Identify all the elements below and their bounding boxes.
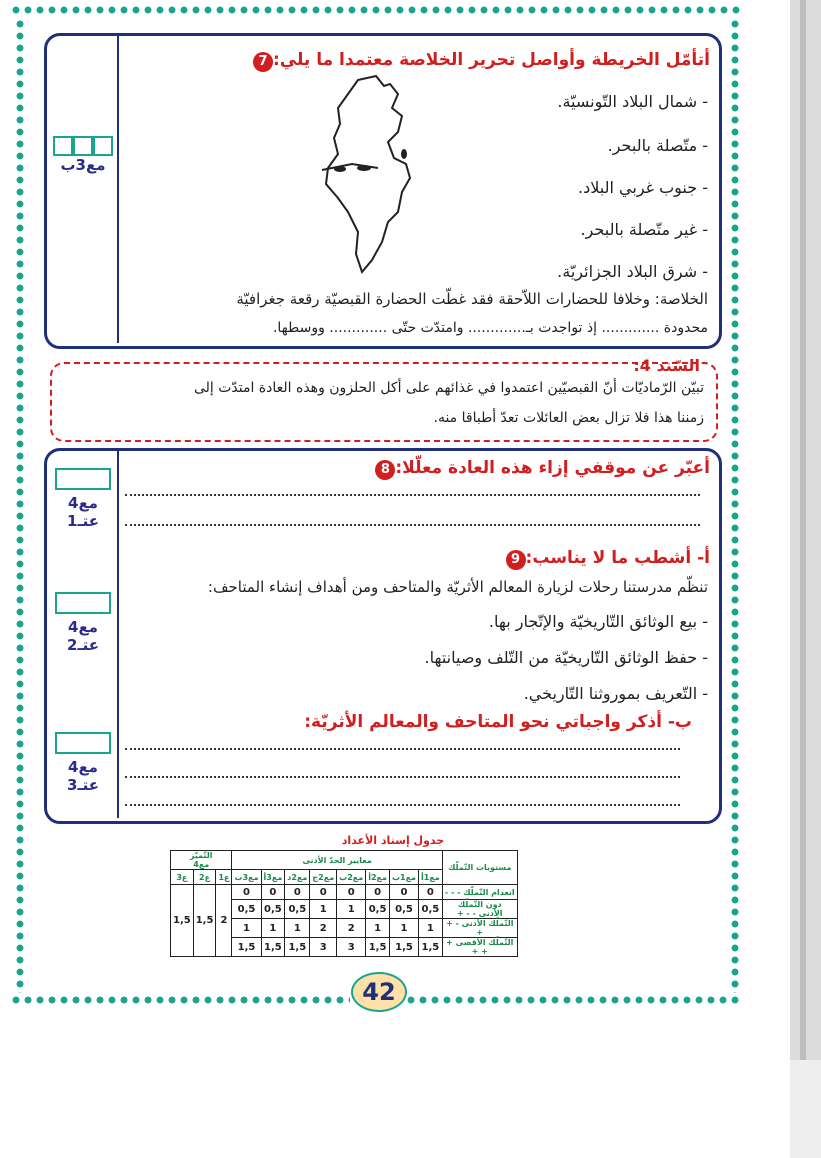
grading-cell: 0: [285, 885, 310, 900]
grading-cell: 3: [337, 938, 366, 957]
grading-cell: 1,5: [366, 938, 390, 957]
grading-col-excellence-group: مع4: [193, 860, 210, 869]
grading-col-levels: مستويات التّملّك: [442, 851, 517, 885]
grading-cell: 2: [310, 919, 337, 938]
grading-cell: 1,5: [261, 938, 285, 957]
q9b-title: ب- أذكر واجباتي نحو المتاحف والمعالم الأثريّة:: [304, 712, 692, 732]
grading-row-label: انعدام التّملّك - - -: [442, 885, 517, 900]
grading-cell: 1: [337, 900, 366, 919]
grading-cell: 1: [310, 900, 337, 919]
q7-summary[interactable]: الخلاصة: وخلافا للحضارات اللاّحقة فقد غطّت الحضارة القبصيّة رقعة جغرافيّة: [236, 290, 708, 308]
page-number-badge: 42: [351, 972, 407, 1012]
grading-cell: 1: [232, 919, 261, 938]
q9-intro: تنظّم مدرستنا رحلات لزيارة المعالم الأثريّة والمتاحف ومن أهداف إنشاء المتاحف:: [207, 578, 708, 596]
source-4-text-line2: زمننا هذا فلا تزال بعض العائلات تعدّ أطباقا منه.: [433, 410, 704, 426]
q7-number-badge: 7: [253, 52, 273, 72]
q9a-criterion-b: عتـ2: [67, 636, 99, 654]
grading-cell: 1: [261, 919, 285, 938]
grading-table-wrap: [170, 850, 518, 957]
left-dot-border: [15, 18, 25, 993]
grading-cell: 1,5: [232, 938, 261, 957]
q9-option[interactable]: - بيع الوثائق التّاريخيّة والإتّجار بها.: [488, 612, 708, 631]
q7-criteria: [50, 136, 116, 174]
grading-table-title: جدول إسناد الأعداد: [341, 834, 445, 847]
grading-cell: 0: [232, 885, 261, 900]
q9-option[interactable]: - حفظ الوثائق التّاريخيّة من التّلف وصيانتها.: [424, 648, 708, 667]
q9-option[interactable]: - التّعريف بموروثنا التّاريخي.: [523, 684, 708, 703]
q9b-criterion-b: عتـ3: [67, 776, 99, 794]
q7-item: - شرق البلاد الجزائريّة.: [557, 262, 708, 281]
grading-cell: 0: [389, 885, 418, 900]
source-4-text-line1: تبيّن الرّماديّات أنّ القبصيّين اعتمدوا في غذائهم على أكل الحلزون وهذه العادة امتدّت إلى: [193, 380, 704, 396]
q9b-answer-line[interactable]: [125, 776, 680, 778]
grading-row-label: التّملّك الأقصى + + +: [442, 938, 517, 957]
grading-header: مع2أ: [366, 870, 390, 885]
q9-title: [360, 548, 710, 570]
q8-criterion-b: عتـ1: [67, 512, 99, 530]
grading-cell: 0,5: [285, 900, 310, 919]
q9b-answer-line[interactable]: [125, 804, 680, 806]
q7-title-text: أتأمّل الخريطة وأواصل تحرير الخلاصة معتمدا ما يلي:: [272, 50, 710, 70]
grading-cell: 0,5: [366, 900, 390, 919]
q9a-criteria: [50, 592, 116, 654]
grading-cell: 2: [337, 919, 366, 938]
q9b-criteria: [50, 732, 116, 794]
q7-item: - متّصلة بالبحر.: [607, 136, 708, 155]
grading-cell: 0,5: [232, 900, 261, 919]
grading-cell: 0: [310, 885, 337, 900]
grading-col-excellence-label: التّميّز: [189, 851, 213, 860]
q8-answer-line[interactable]: [125, 524, 700, 526]
q9-number-badge: 9: [506, 550, 526, 570]
grading-cell: 0: [261, 885, 285, 900]
grading-header: مع1ب: [389, 870, 418, 885]
grading-row-label: التّملّك الأدنى - + +: [442, 919, 517, 938]
grading-cell: 3: [310, 938, 337, 957]
q9b-answer-line[interactable]: [125, 748, 680, 750]
grading-cell: 0,5: [261, 900, 285, 919]
grading-cell: 1,5: [389, 938, 418, 957]
grading-cell: 0,5: [389, 900, 418, 919]
grading-header: مع1أ: [419, 870, 443, 885]
grading-ex-header: ع1: [216, 870, 232, 885]
grading-col-min: معايير الحدّ الأدنى: [232, 851, 442, 870]
q9b-criterion-a: مع4: [68, 758, 98, 776]
q7-title: [240, 50, 710, 72]
grading-cell: 1: [389, 919, 418, 938]
grading-cell: 1: [419, 919, 443, 938]
grading-cell: 0: [366, 885, 390, 900]
q7-summary-fill[interactable]: محدودة ............. إذ تواجدت بـ............. وامتدّت حتّى ............. ووسطها.: [272, 320, 708, 336]
grading-table: [170, 850, 518, 957]
top-dot-border: [10, 5, 740, 15]
grading-cell: 1: [285, 919, 310, 938]
tunisia-map: [318, 72, 418, 277]
scan-shadow-edge: [800, 0, 806, 1060]
grading-header: مع2ج: [310, 870, 337, 885]
q9a-criterion-a: مع4: [68, 618, 98, 636]
grading-col-excellence: [171, 851, 232, 870]
q7-item: - شمال البلاد التّونسيّة.: [557, 92, 708, 111]
q8-criteria: [50, 468, 116, 530]
grading-row-label: دون التّملّك الأدنى - - +: [442, 900, 517, 919]
right-dot-border: [730, 18, 740, 993]
q8-answer-line[interactable]: [125, 494, 700, 496]
grading-cell: 1,5: [285, 938, 310, 957]
grading-ex-header: ع2: [193, 870, 216, 885]
grading-header: مع2د: [285, 870, 310, 885]
grading-header: مع3أ: [261, 870, 285, 885]
grading-ex-cell: 2: [216, 885, 232, 957]
source-4-title: السّند 4:: [633, 356, 700, 375]
grading-cell: 0: [419, 885, 443, 900]
grading-cell: 1: [366, 919, 390, 938]
grading-cell: 0,5: [419, 900, 443, 919]
grading-ex-cell: 1,5: [193, 885, 216, 957]
q8-q9-criteria-divider: [117, 451, 119, 818]
bottom-dot-border-right: [405, 995, 740, 1005]
grading-ex-cell: 1,5: [171, 885, 194, 957]
grading-header: مع2ب: [337, 870, 366, 885]
q8-title: [300, 458, 710, 480]
grading-ex-header: ع3: [171, 870, 194, 885]
grading-cell: 1,5: [419, 938, 443, 957]
q7-item: - جنوب غربي البلاد.: [578, 178, 708, 197]
q7-criterion-label: مع3ب: [60, 156, 106, 174]
bottom-dot-border-left: [10, 995, 350, 1005]
q9-title-text: أ- أشطب ما لا يناسب:: [525, 548, 710, 568]
q7-criteria-divider: [117, 36, 119, 343]
q8-q9-box: [44, 448, 722, 824]
q8-title-text: أعبّر عن موقفي إزاء هذه العادة معلّلا:: [395, 458, 710, 478]
q7-item: - غير متّصلة بالبحر.: [580, 220, 708, 239]
grading-header: مع3ب: [232, 870, 261, 885]
q8-criterion-a: مع4: [68, 494, 98, 512]
q8-number-badge: 8: [375, 460, 395, 480]
grading-cell: 0: [337, 885, 366, 900]
